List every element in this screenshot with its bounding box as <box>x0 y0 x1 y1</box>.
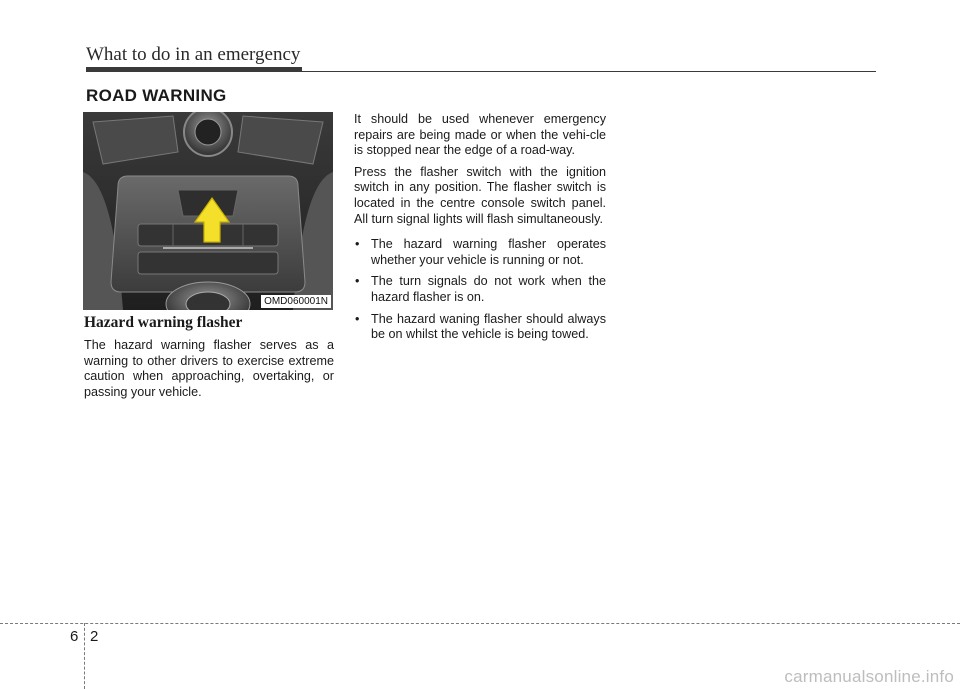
bullet-icon: • <box>355 311 360 326</box>
switch-paragraph: Press the flasher switch with the ignition switch in any position. The flasher switch is located in the centre console switch panel. All turn signal lights will flash simultaneously. <box>354 164 606 226</box>
chapter-number: 6 <box>70 628 79 645</box>
notes-list <box>354 237 606 343</box>
list-item <box>354 312 606 343</box>
page-header-title: What to do in an emergency <box>86 44 301 65</box>
page-number: 2 <box>90 628 99 645</box>
header-rule-thin <box>86 71 876 72</box>
console-illustration <box>83 112 333 310</box>
list-item-text: The hazard warning flasher operates whether your vehicle is running or not. <box>371 237 606 267</box>
bullet-icon: • <box>355 274 360 289</box>
footer-divider <box>0 623 960 624</box>
section-title: ROAD WARNING <box>86 86 227 105</box>
right-column <box>354 112 606 349</box>
hazard-flasher-paragraph: The hazard warning flasher serves as a warning to other drivers to exercise extreme caution when approaching, overtaking, or passing your vehicle. <box>84 338 334 399</box>
left-column <box>84 314 334 400</box>
bullet-icon: • <box>355 237 360 252</box>
hazard-flasher-heading: Hazard warning flasher <box>84 314 243 331</box>
list-item <box>354 274 606 305</box>
footer-divider-vertical <box>84 623 85 689</box>
list-item-text: The turn signals do not work when the hazard flasher is on. <box>371 274 606 304</box>
usage-paragraph: It should be used whenever emergency repairs are being made or when the vehi-cle is stopped near the edge of a road-way. <box>354 112 606 158</box>
list-item-text: The hazard waning flasher should always be on whilst the vehicle is being towed. <box>371 311 606 342</box>
console-figure <box>83 112 333 310</box>
list-item <box>354 237 606 268</box>
watermark: carmanualsonline.info <box>784 667 954 686</box>
figure-code-label: OMD060001N <box>261 295 331 308</box>
